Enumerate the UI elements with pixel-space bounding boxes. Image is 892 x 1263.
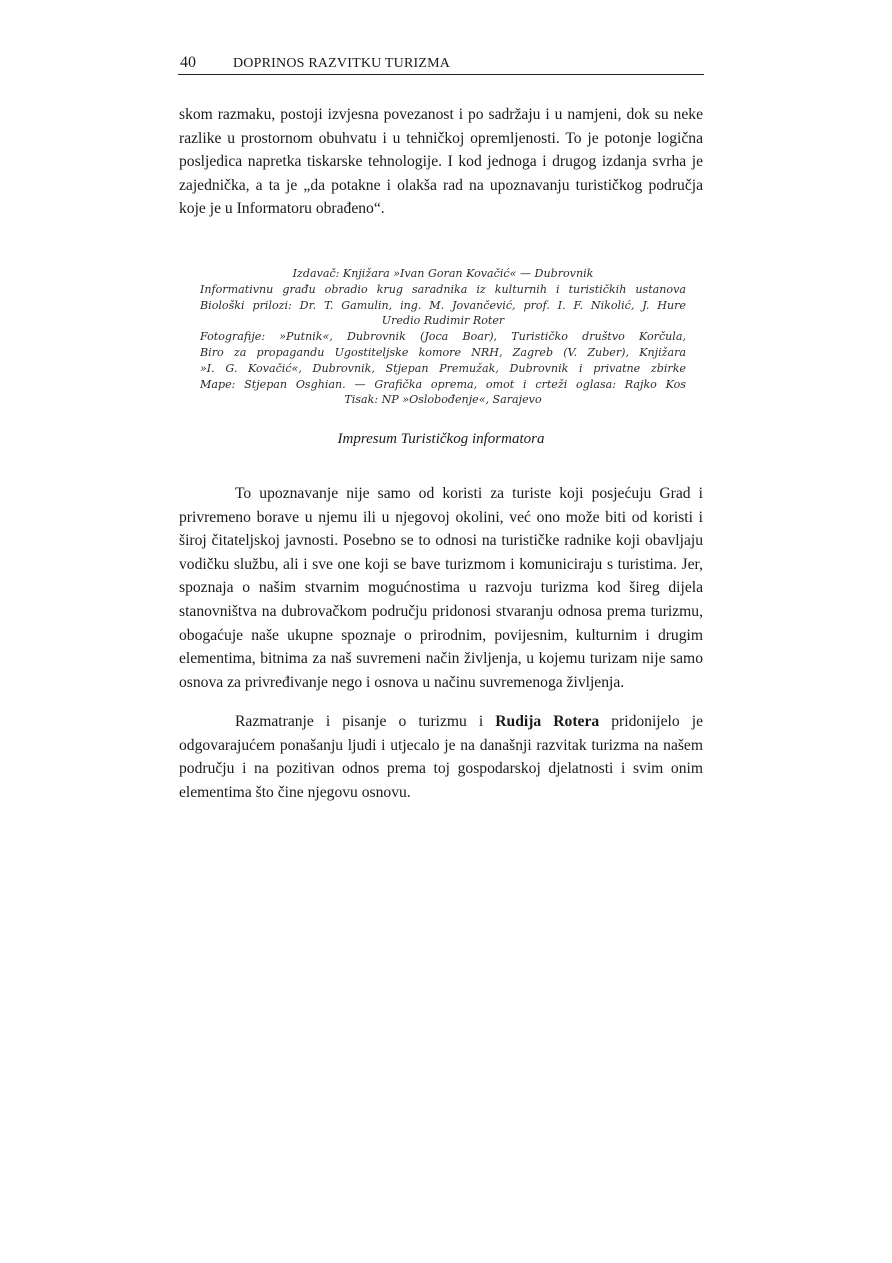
imprint-line: Tisak: NP »Oslobođenje«, Sarajevo [344,393,542,407]
paragraph-1: skom razmaku, postoji izvjesna povezanost i po sadržaju i u namjeni, dok su neke razlike u prostornom obuhvatu i u tehničkoj opremljenosti. To je potonje logična posljedica napretka tiskarske tehnologije. I kod jednoga i drugog izdanja svrha je zajednička, a ta je „da potakne i olakša rad na upoznavanju turističkog područja koje je u Informatoru obrađeno“. [179,106,703,218]
imprint-line: Informativnu građu obradio krug saradnika iz kulturnih i turističkih ustanova [200,282,686,296]
paragraph-3-text: pridonijelo je odgovarajućem ponašanju ljudi i utjecalo je na današnji razvitak turizma na našem području i na pozitivan odnos prema toj gospodarskoj djelatnosti i svim onim elementima što čine njegovu osnovu. [179,713,703,801]
imprint-line: »I. G. Kovačić«, Dubrovnik, Stjepan Premužak, Dubrovnik i privatne zbirke [200,361,686,375]
imprint-line: Izdavač: Knjižara »Ivan Goran Kovačić« — Dubrovnik [292,267,594,280]
running-title: DOPRINOS RAZVITKU TURIZMA [233,56,451,71]
paragraph-3-text: Razmatranje i pisanje o turizmu i [235,713,496,730]
imprint-line: Uredio Rudimir Roter [381,314,505,328]
imprint-line: Fotografije: »Putnik«, Dubrovnik (Joca Boar), Turističko društvo Korčula, [200,330,686,344]
figure-caption: Impresum Turističkog informatora [337,431,545,447]
author-name: Rudija Rotera [495,713,600,730]
page-header [178,54,704,75]
paragraph-2: To upoznavanje nije samo od koristi za turiste koji posjećuju Grad i privremeno borave u njemu ili u njegovoj okolini, već ono može biti od koristi i široj čitateljskoj javnosti. Posebno se to odnosi na turističke radnike koji obavljaju vodičku službu, ali i sve one koji se bave turizmom i komuniciraju s turistima. Jer, spoznaja o našim stvarnim mogućnostima u razvoju turizma kod šireg dijela stanovništva na dubrovačkom području pridonosi stvaranju odnosa prema turizmu, obogaćuje naše ukupne spoznaje o prirodnim, povijesnim, kulturnim i drugim elementima, bitnima za naš suvremeni način življenja, u kojemu turizam nije samo osnova za privređivanje nego i osnova u načinu suvremenoga življenja. [179,485,703,691]
imprint-line: Mape: Stjepan Osghian. — Grafička oprema, omot i crteži oglasa: Rajko Kos [200,377,686,391]
imprint-scan [200,266,686,408]
page-number: 40 [180,54,196,71]
imprint-line: Biro za propagandu Ugostiteljske komore NRH, Zagreb (V. Zuber), Knjižara [200,345,686,359]
imprint-line: Biološki prilozi: Dr. T. Gamulin, ing. M. Jovančević, prof. I. F. Nikolić, J. Hure [200,298,686,312]
paragraph-3 [179,710,703,804]
